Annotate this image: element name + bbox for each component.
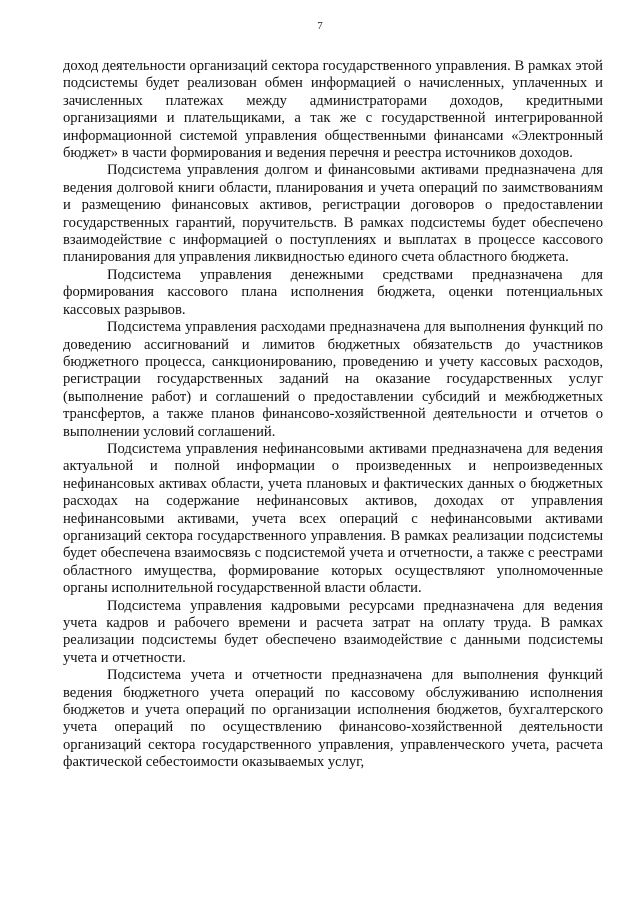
paragraph-nonfinancial-assets-subsystem: Подсистема управления нефинансовыми активами предназначена для ведения актуальной и полной информации о произведенных и непроизведенных нефинансовых активах области, учета плановых и фактических данных о бюджетных расходах на содержание нефинансовых активов, доходах от управления нефинансовыми активами, учета всех операций с нефинансовыми активами организаций сектора государственного управления. В рамках реализации подсистемы будет обеспечена взаимосвязь с подсистемой учета и отчетности, а также с реестрами областного имущества, формирование которых осуществляют уполномоченные органы исполнительной государственной власти области. bbox=[63, 440, 603, 597]
paragraph-expenses-subsystem: Подсистема управления расходами предназначена для выполнения функций по доведению ассигнований и лимитов бюджетных обязательств до участников бюджетного процесса, санкционированию, проведению и учету кассовых расходов, регистрации государственных заданий на оказание государственных услуг (выполнение работ) и соглашений о предоставлении субсидий и межбюджетных трансфертов, а также планов финансово-хозяйственной деятельности и отчетов о выполнении условий соглашений. bbox=[63, 319, 603, 440]
paragraph-hr-subsystem: Подсистема управления кадровыми ресурсами предназначена для ведения учета кадров и рабочего времени и расчета затрат на оплату труда. В рамках реализации подсистемы будет обеспечено взаимодействие с данными подсистемы учета и отчетности. bbox=[63, 597, 603, 666]
page-number: 7 bbox=[317, 20, 323, 32]
paragraph-income-subsystem-continuation: доход деятельности организаций сектора государственного управления. В рамках этой подсистемы будет реализован обмен информацией о начисленных, уплаченных и зачисленных платежах между администраторами доходов, кредитными организациями и плательщиками, а так же с государственной интегрированной информационной системой управления общественными финансами «Электронный бюджет» в части формирования и ведения перечня и реестра источников доходов. bbox=[63, 58, 603, 162]
paragraph-accounting-subsystem: Подсистема учета и отчетности предназначена для выполнения функций ведения бюджетного учета операций по кассовому обслуживанию исполнения бюджетов и учета операций по организации исполнения бюджетов, бухгалтерского учета операций по осуществлению финансово-хозяйственной деятельности организаций сектора государственного управления, управленческого учета, расчета фактической себестоимости оказываемых услуг, bbox=[63, 667, 603, 771]
paragraph-cash-subsystem: Подсистема управления денежными средствами предназначена для формирования кассового плана исполнения бюджета, оценки потенциальных кассовых разрывов. bbox=[63, 266, 603, 318]
paragraph-debt-subsystem: Подсистема управления долгом и финансовыми активами предназначена для ведения долговой книги области, планирования и учета операций по заимствованиям и размещению финансовых активов, регистрации договоров о предоставлении государственных гарантий, поручительств. В рамках подсистемы будет обеспечено взаимодействие с информацией о поступлениях и выплатах в процессе кассового планирования для управления ликвидностью единого счета областного бюджета. bbox=[63, 162, 603, 266]
document-body bbox=[63, 58, 603, 772]
